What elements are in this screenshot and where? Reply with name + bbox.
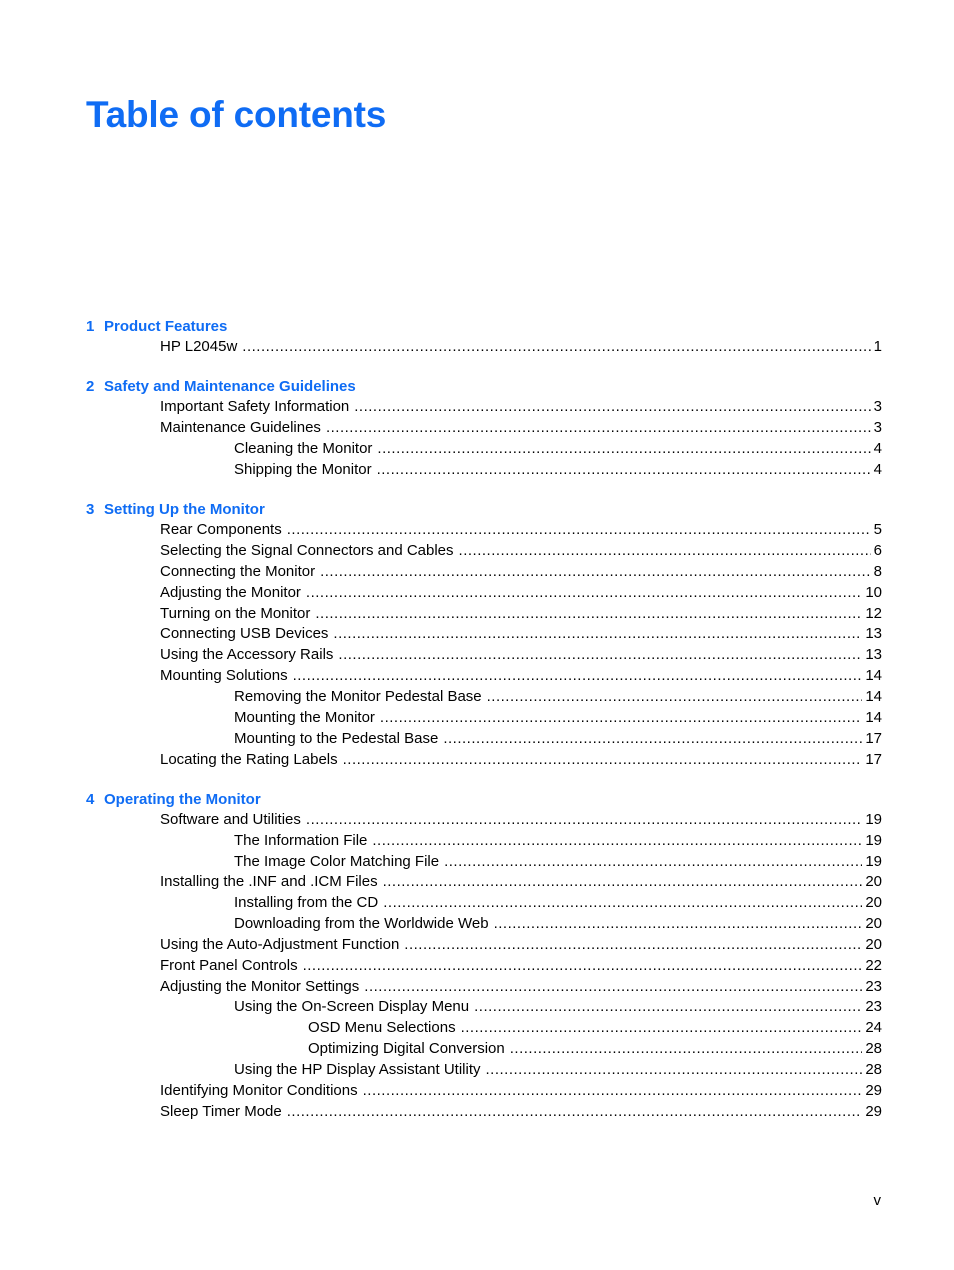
toc-entry-label: Front Panel Controls [160, 956, 298, 974]
toc-chapter-link[interactable] [86, 789, 882, 810]
chapter-title: Operating the Monitor [104, 790, 261, 808]
toc-entry-link[interactable] [86, 562, 882, 583]
toc-entry-page: 19 [865, 852, 882, 870]
toc-entry-page: 14 [865, 687, 882, 705]
toc-chapter [86, 789, 882, 1123]
toc-entry-label: Selecting the Signal Connectors and Cables [160, 542, 454, 560]
toc-entry-label: Locating the Rating Labels [160, 750, 338, 768]
toc-entry-link[interactable] [86, 997, 882, 1018]
dot-leader [343, 750, 863, 771]
toc-entry-link[interactable] [86, 729, 882, 750]
toc-entry-label: Rear Components [160, 521, 282, 539]
dot-leader [444, 852, 862, 873]
dot-leader [306, 583, 862, 604]
toc-entry-page: 14 [865, 667, 882, 685]
toc-entry-page: 4 [873, 440, 882, 458]
toc-entry-page: 4 [873, 460, 882, 478]
chapter-number: 2 [86, 378, 95, 396]
toc-entry-label: Using the HP Display Assistant Utility [234, 1060, 481, 1078]
dot-leader [459, 541, 871, 562]
toc-entry-label: Installing from the CD [234, 894, 379, 912]
dot-leader [383, 893, 862, 914]
toc-entry-link[interactable] [86, 708, 882, 729]
toc-entry-link[interactable] [86, 1060, 882, 1081]
toc-entry-page: 14 [865, 708, 882, 726]
toc-entry-page: 1 [873, 338, 882, 355]
toc-entry-link[interactable] [86, 914, 882, 935]
toc-entry-link[interactable] [86, 977, 882, 998]
toc-entry-label: Mounting the Monitor [234, 708, 375, 726]
toc-entry-label: Software and Utilities [160, 810, 301, 828]
chapter-number: 1 [86, 318, 95, 335]
dot-leader [315, 604, 862, 625]
chapter-number: 3 [86, 501, 95, 519]
toc-entry-page: 23 [865, 998, 882, 1016]
dot-leader [293, 666, 863, 687]
toc-entry-page: 19 [865, 831, 882, 849]
dot-leader [287, 1102, 863, 1123]
toc-entry-link[interactable] [86, 624, 882, 645]
toc-entry-page: 10 [865, 583, 882, 601]
page-number: v [873, 1192, 881, 1209]
dot-leader [306, 810, 862, 831]
toc-entry-label: Adjusting the Monitor [160, 583, 301, 601]
toc-entry-label: Identifying Monitor Conditions [160, 1081, 358, 1099]
toc-entry-link[interactable] [86, 439, 882, 460]
toc-entry-page: 3 [873, 419, 882, 437]
toc-entry-label: Connecting the Monitor [160, 562, 316, 580]
page-title: Table of contents [86, 94, 387, 135]
toc-entry-link[interactable] [86, 583, 882, 604]
dot-leader [303, 956, 863, 977]
dot-leader [363, 1081, 863, 1102]
dot-leader [287, 520, 871, 541]
chapter-title: Safety and Maintenance Guidelines [104, 378, 356, 396]
dot-leader [326, 418, 871, 439]
chapter-title: Setting Up the Monitor [104, 501, 265, 519]
toc-entry-link[interactable] [86, 893, 882, 914]
toc-entry-link[interactable] [86, 1018, 882, 1039]
toc-entry-label: Using the Auto-Adjustment Function [160, 935, 400, 953]
toc-entry-link[interactable] [86, 810, 882, 831]
toc-entry-label: Downloading from the Worldwide Web [234, 915, 489, 933]
toc-entry-label: Important Safety Information [160, 398, 350, 416]
dot-leader [474, 997, 862, 1018]
toc-entry-page: 5 [873, 521, 882, 539]
dot-leader [383, 872, 863, 893]
toc-entry-link[interactable] [86, 397, 882, 418]
dot-leader [510, 1039, 863, 1060]
dot-leader [487, 687, 863, 708]
toc-entry-link[interactable] [86, 831, 882, 852]
dot-leader [443, 729, 862, 750]
toc-entry-label: Shipping the Monitor [234, 460, 372, 478]
toc-entry-label: Connecting USB Devices [160, 625, 329, 643]
toc-entry-label: Optimizing Digital Conversion [308, 1040, 505, 1058]
toc-entry-page: 3 [873, 398, 882, 416]
dot-leader [494, 914, 863, 935]
toc-chapter-link[interactable] [86, 316, 882, 337]
toc-entry-page: 28 [865, 1060, 882, 1078]
chapter-number: 4 [86, 790, 95, 808]
table-of-contents [86, 316, 882, 1141]
toc-entry-page: 24 [865, 1019, 882, 1037]
toc-entry-link[interactable] [86, 1102, 882, 1123]
toc-entry-link[interactable] [86, 750, 882, 771]
toc-entry-link[interactable] [86, 520, 882, 541]
toc-entry-link[interactable] [86, 645, 882, 666]
dot-leader [338, 645, 862, 666]
toc-chapter [86, 376, 882, 480]
toc-entry-label: Sleep Timer Mode [160, 1102, 282, 1120]
toc-entry-label: Cleaning the Monitor [234, 440, 373, 458]
toc-entry-link[interactable] [86, 460, 882, 481]
toc-entry-link[interactable] [86, 337, 882, 358]
toc-entry-label: Mounting Solutions [160, 667, 288, 685]
toc-entry-link[interactable] [86, 604, 882, 625]
toc-chapter-link[interactable] [86, 499, 882, 520]
toc-entry-link[interactable] [86, 872, 882, 893]
toc-entry-page: 8 [873, 562, 882, 580]
toc-entry-link[interactable] [86, 1081, 882, 1102]
toc-chapter [86, 499, 882, 770]
toc-entry-page: 23 [865, 977, 882, 995]
toc-entry-label: Using the Accessory Rails [160, 646, 334, 664]
toc-entry-link[interactable] [86, 418, 882, 439]
toc-entry-link[interactable] [86, 541, 882, 562]
toc-entry-label: Turning on the Monitor [160, 604, 311, 622]
toc-entry-label: Using the On-Screen Display Menu [234, 998, 470, 1016]
toc-entry-label: The Information File [234, 831, 368, 849]
dot-leader [372, 831, 862, 852]
toc-entry-page: 29 [865, 1102, 882, 1120]
toc-entry-link[interactable] [86, 1039, 882, 1060]
toc-entry-page: 20 [865, 915, 882, 933]
dot-leader [377, 439, 870, 460]
toc-entry-page: 20 [865, 935, 882, 953]
dot-leader [364, 977, 862, 998]
toc-entry-label: The Image Color Matching File [234, 852, 440, 870]
toc-entry-page: 29 [865, 1081, 882, 1099]
toc-entry-link[interactable] [86, 935, 882, 956]
toc-entry-label: OSD Menu Selections [308, 1019, 456, 1037]
toc-entry-label: Mounting to the Pedestal Base [234, 729, 439, 747]
dot-leader [485, 1060, 862, 1081]
toc-entry-page: 13 [865, 625, 882, 643]
toc-entry-page: 13 [865, 646, 882, 664]
toc-entry-page: 20 [865, 873, 882, 891]
toc-entry-label: Removing the Monitor Pedestal Base [234, 687, 482, 705]
toc-entry-link[interactable] [86, 852, 882, 873]
toc-entry-page: 12 [865, 604, 882, 622]
dot-leader [242, 337, 870, 358]
dot-leader [380, 708, 862, 729]
toc-entry-page: 22 [865, 956, 882, 974]
toc-chapter-link[interactable] [86, 376, 882, 397]
toc-entry-link[interactable] [86, 666, 882, 687]
dot-leader [320, 562, 871, 583]
dot-leader [354, 397, 870, 418]
dot-leader [461, 1018, 863, 1039]
dot-leader [377, 460, 871, 481]
toc-entry-page: 20 [865, 894, 882, 912]
toc-entry-page: 17 [865, 750, 882, 768]
toc-entry-link[interactable] [86, 687, 882, 708]
chapter-title: Product Features [104, 318, 228, 335]
toc-entry-label: Adjusting the Monitor Settings [160, 977, 360, 995]
toc-entry-label: Installing the .INF and .ICM Files [160, 873, 378, 891]
toc-entry-page: 28 [865, 1040, 882, 1058]
dot-leader [333, 624, 862, 645]
toc-entry-label: Maintenance Guidelines [160, 419, 321, 437]
toc-entry-page: 19 [865, 810, 882, 828]
dot-leader [404, 935, 862, 956]
toc-chapter [86, 316, 882, 358]
toc-entry-link[interactable] [86, 956, 882, 977]
toc-entry-page: 6 [873, 542, 882, 560]
toc-entry-page: 17 [865, 729, 882, 747]
toc-entry-label: HP L2045w [160, 338, 238, 355]
